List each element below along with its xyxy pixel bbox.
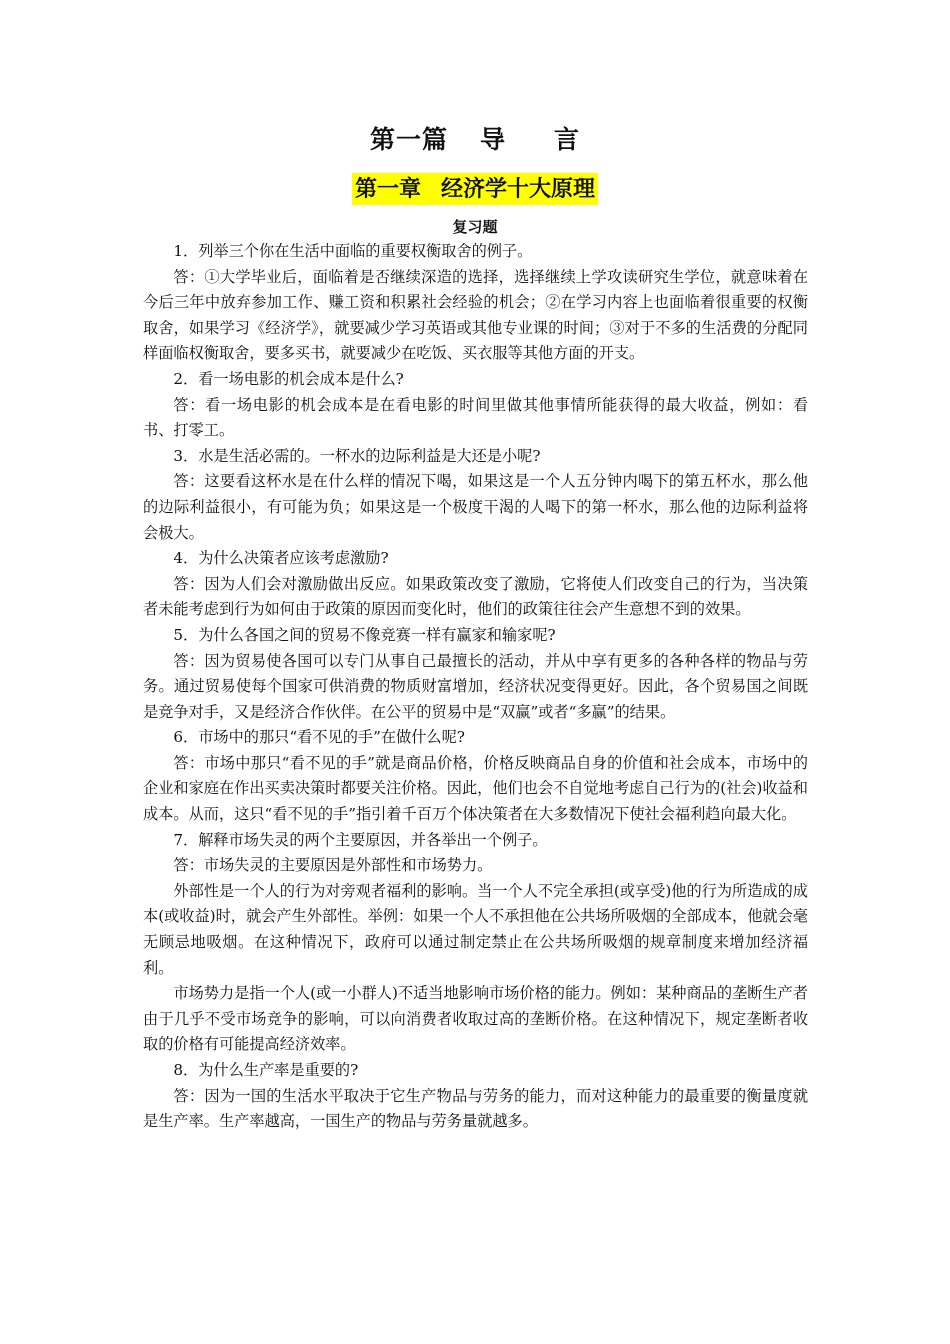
question-paragraph: 4．为什么决策者应该考虑激励? <box>173 549 389 568</box>
question-paragraph: 3．水是生活必需的。一杯水的边际利益是大还是小呢? <box>173 446 541 465</box>
chapter-title-highlight <box>352 173 598 205</box>
answer-paragraph: 答：①大学毕业后，面临着是否继续深造的选择，选择继续上学攻读研究生学位，就意味着在今后三年中放弃参加工作、赚工资和积累社会经验的机会；②在学习内容上也面临着很重要的权衡取舍，如果学习《经济学》，就要减少学习英语或其他专业课的时间；③对于不多的生活费的分配同样面临权衡取舍，要多买书，就要减少在吃饭、买衣服等其他方面的开支。 <box>143 267 808 363</box>
part-number: 第一篇 <box>369 125 448 154</box>
chapter-name: 经济学十大原理 <box>441 176 596 202</box>
question-paragraph: 8．为什么生产率是重要的? <box>173 1061 359 1079</box>
answer-paragraph: 外部性是一个人的行为对旁观者福利的影响。当一个人不完全承担(或享受)他的行为所造成的成本(或收益)时，就会产生外部性。举例：如果一个人不承担他在公共场所吸烟的全部成本，他就会毫无顾忌地吸烟。在这种情况下，政府可以通过制定禁止在公共场所吸烟的规章制度来增加经济福利。 <box>143 881 808 977</box>
question-paragraph: 6．市场中的那只“看不见的手”在做什么呢? <box>173 728 465 747</box>
question-paragraph: 7．解释市场失灵的两个主要原因，并各举出一个例子。 <box>173 830 548 849</box>
answer-paragraph: 市场势力是指一个人(或一小群人)不适当地影响市场价格的能力。例如：某种商品的垄断生产者由于几乎不受市场竞争的影响，可以向消费者收取过高的垄断价格。在这种情况下，规定垄断者收取的价格有可能提高经济效率。 <box>143 984 808 1054</box>
part-title-char-1: 导 <box>479 125 506 154</box>
part-title <box>0 122 950 158</box>
answer-paragraph: 答：市场中那只“看不见的手”就是商品价格，价格反映商品自身的价值和社会成本，市场中的企业和家庭在作出买卖决策时都要关注价格。因此，他们也会不自觉地考虑自己行为的(社会)收益和成本。从而，这只“看不见的手”指引着千百万个体决策者在大多数情况下使社会福利趋向最大化。 <box>143 753 808 824</box>
question-paragraph: 2．看一场电影的机会成本是什么? <box>173 369 404 388</box>
part-title-char-2: 言 <box>554 125 581 154</box>
answer-paragraph: 答：因为一国的生活水平取决于它生产物品与劳务的能力，而对这种能力的最重要的衡量度就是生产率。生产率越高，一国生产的物品与劳务量就越多。 <box>143 1086 808 1131</box>
answer-paragraph: 答：看一场电影的机会成本是在看电影的时间里做其他事情所能获得的最大收益，例如：看书、打零工。 <box>143 395 808 440</box>
document-body <box>143 239 808 1135</box>
section-title: 复习题 <box>452 218 498 236</box>
answer-paragraph: 答：因为人们会对激励做出反应。如果政策改变了激励，它将使人们改变自己的行为，当决策者未能考虑到行为如何由于政策的原因而变化时，他们的政策往往会产生意想不到的效果。 <box>143 574 808 619</box>
answer-paragraph: 答：市场失灵的主要原因是外部性和市场势力。 <box>173 856 493 875</box>
question-paragraph: 1．列举三个你在生活中面临的重要权衡取舍的例子。 <box>173 242 533 260</box>
chapter-heading <box>0 173 950 205</box>
answer-paragraph: 答：这要看这杯水是在什么样的情况下喝，如果这是一个人五分钟内喝下的第五杯水，那么他的边际利益很小，有可能为负；如果这是一个极度干渴的人喝下的第一杯水，那么他的边际利益将会极大。 <box>143 472 808 542</box>
question-paragraph: 5．为什么各国之间的贸易不像竞赛一样有赢家和输家呢? <box>173 625 556 644</box>
chapter-number: 第一章 <box>354 176 421 202</box>
answer-paragraph: 答：因为贸易使各国可以专门从事自己最擅长的活动，并从中享有更多的各种各样的物品与劳务。通过贸易使每个国家可供消费的物质财富增加，经济状况变得更好。因此，各个贸易国之间既是竞争对手，又是经济合作伙伴。在公平的贸易中是“双赢”或者“多赢”的结果。 <box>143 651 808 721</box>
